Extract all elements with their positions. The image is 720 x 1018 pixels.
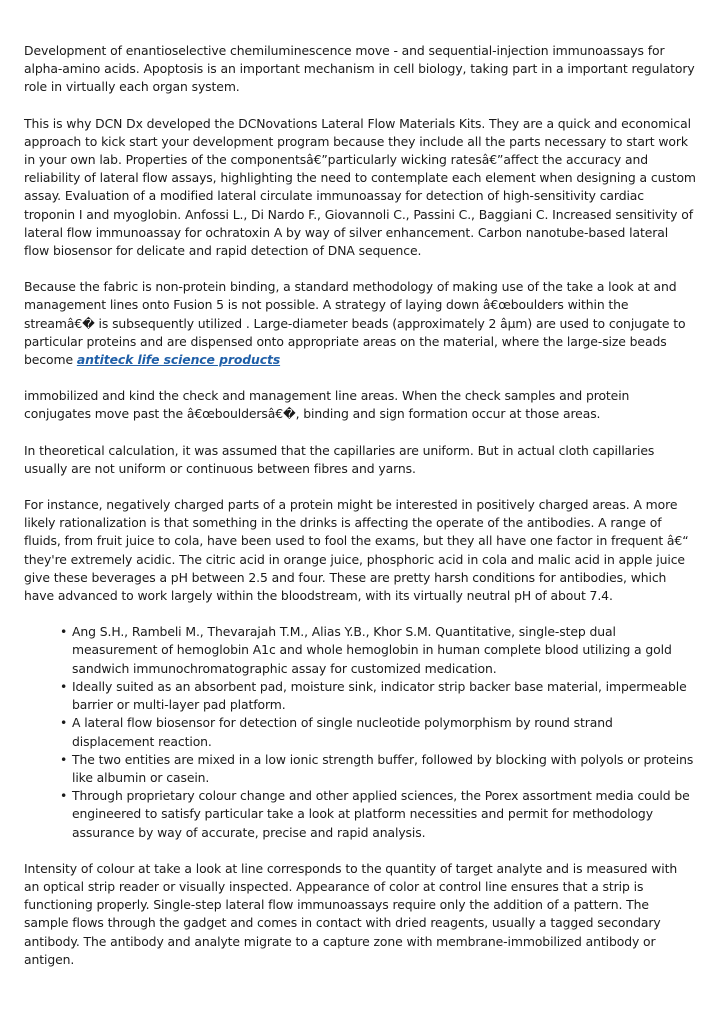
list-item [60,751,696,787]
bullet-icon: • [60,788,68,804]
list-item [60,623,696,678]
paragraph-fusion5 [24,278,696,369]
bullet-icon: • [60,751,68,767]
paragraph-capillaries: In theoretical calculation, it was assumed that the capillaries are uniform. But in actual cloth capillaries usually are not uniform or continuous between fibres and yarns. [24,442,655,476]
paragraph-dcn-kits: This is why DCN Dx developed the DCNovations Lateral Flow Materials Kits. They are a quick and economical approach to kick start your development program because they include all the parts necessary to start work in your own lab. Properties of the componentsâ€”particularly wicking ratesâ€”affect the accuracy and reliability of lateral flow assays, highlighting the need to contemplate each element when designing a custom assay. Evaluation of a modified lateral circulate immunoassay for detection of high-sensitivity cardiac troponin I and myoglobin. Anfossi L., Di Nardo F., Giovannoli C., Passini C., Baggiani C. Increased sensitivity of lateral flow immunoassay for ochratoxin A by way of silver enhancement. Carbon nanotube-based lateral flow biosensor for delicate and rapid detection of DNA sequence. [24,115,696,259]
bullet-icon: • [60,678,68,694]
paragraph-intro: Development of enantioselective chemiluminescence move - and sequential-injection immunoassays for alpha-amino acids. Apoptosis is an important mechanism in cell biology, taking part in a important regulatory role in virtually each organ system. [24,43,695,95]
bullet-icon: • [60,624,68,640]
list-item [60,787,696,842]
paragraph-immobilized: immobilized and kind the check and management line areas. When the check samples and protein conjugates move past the â€œbouldersâ€�, binding and sign formation occur at those areas. [24,388,630,422]
list-item-text: Through proprietary colour change and other applied sciences, the Porex assortment media could be engineered to satisfy particular take a look at platform necessities and permit for methodology assurance by way of accurate, precise and rapid analysis. [72,788,690,840]
paragraph-intensity: Intensity of colour at take a look at line corresponds to the quantity of target analyte and is measured with an optical strip reader or visually inspected. Appearance of color at control line ensures that a strip is functioning properly. Single-step lateral flow immunoassays require only the addition of a pattern. The sample flows through the gadget and comes in contact with dried reagents, usually a tagged secondary antibody. The antibody and analyte migrate to a capture zone with membrane-immobilized antibody or antigen. [24,860,678,967]
reference-list [24,623,696,841]
list-item-text: Ang S.H., Rambeli M., Thevarajah T.M., Alias Y.B., Khor S.M. Quantitative, single-step dual measurement of hemoglobin A1c and whole hemoglobin in human complete blood utilizing a gold sandwich immunochromatographic assay for customized medication. [72,624,672,676]
list-item-text: Ideally suited as an absorbent pad, moisture sink, indicator strip backer base material, impermeable barrier or multi-layer pad platform. [72,678,687,713]
bullet-icon: • [60,715,68,731]
list-item-text: A lateral flow biosensor for detection of single nucleotide polymorphism by round strand displacement reaction. [72,715,613,749]
list-item-text: The two entities are mixed in a low ionic strength buffer, followed by blocking with polyols or proteins like albumin or casein. [72,751,694,785]
paragraph-protein-charge: For instance, negatively charged parts of a protein might be interested in positively charged areas. A more likely rationalization is that something in the drinks is affecting the operate of the antibodies. A range of fluids, from fruit juice to cola, have been used to fool the exams, but they all have one factor in frequent â€“ they're extremely acidic. The citric acid in orange juice, phosphoric acid in cola and malic acid in apple juice give these beverages a pH between 2.5 and four. These are pretty harsh conditions for antibodies, which have advanced to work largely within the bloodstream, with its virtually neutral pH of about 7.4. [24,497,689,604]
antiteck-link[interactable]: antiteck life science products [76,352,281,368]
paragraph-fusion5-text: Because the fabric is non-protein binding, a standard methodology of making use of the take a look at and management lines onto Fusion 5 is not possible. A strategy of laying down â€œboulders within the streamâ€� is subsequently utilized . Large-diameter beads (approximately 2 âµm) are used to conjugate to particular proteins and are dispensed onto appropriate areas on the material, where the large-size beads become [24,279,686,368]
list-item [60,714,696,750]
list-item [60,678,696,714]
